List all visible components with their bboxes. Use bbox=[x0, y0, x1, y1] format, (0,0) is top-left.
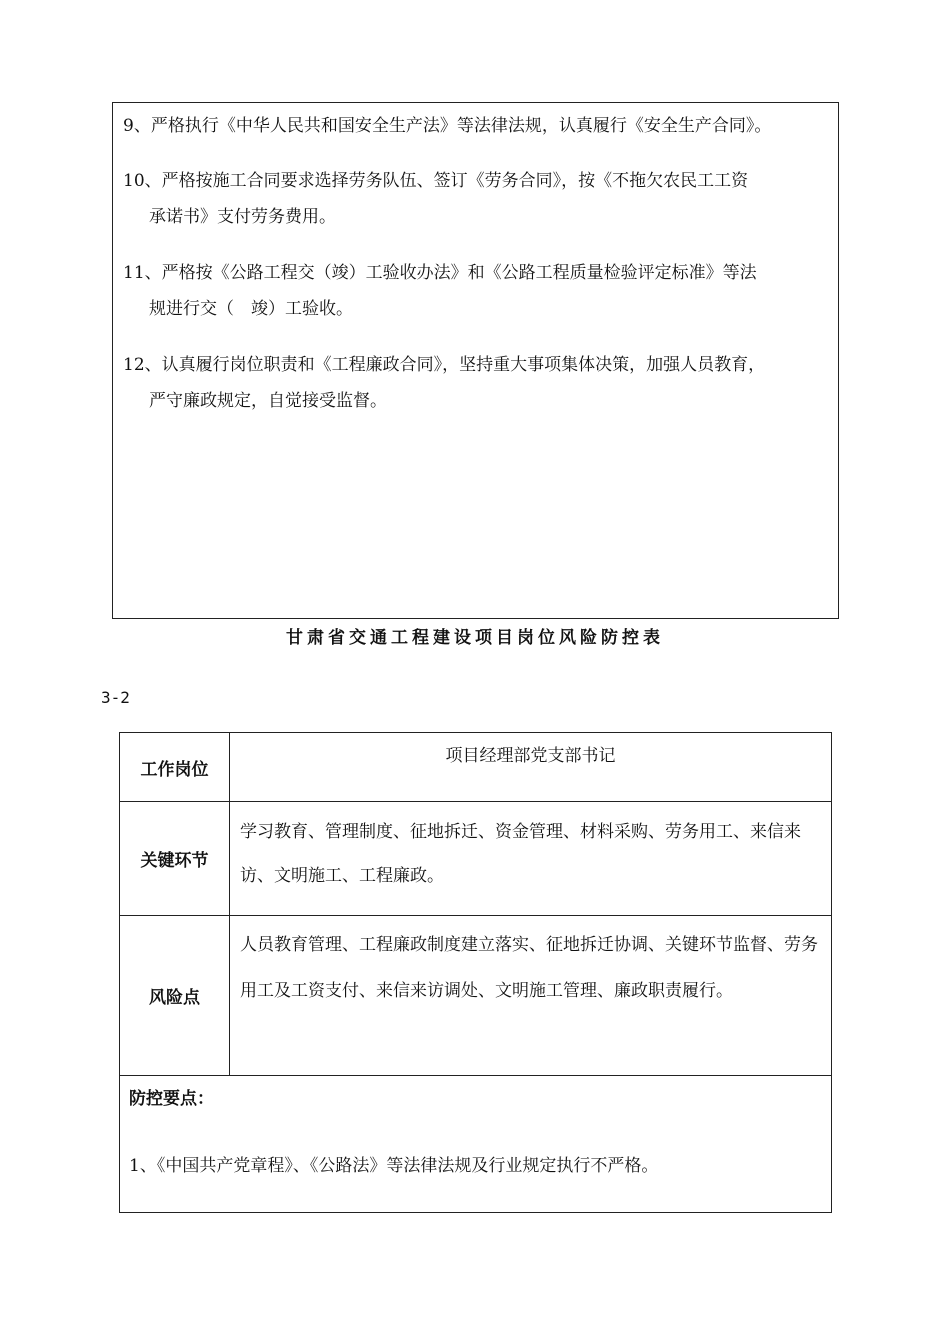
row-value: 项目经理部党支部书记 bbox=[445, 746, 616, 766]
duty-item-continuation: 规进行交（ 竣）工验收。 bbox=[149, 299, 353, 319]
duty-item-12 bbox=[123, 347, 830, 419]
duty-item-9 bbox=[123, 115, 830, 137]
duty-item-text: 9、严格执行《中华人民共和国安全生产法》等法律法规，认真履行《安全生产合同》。 bbox=[123, 116, 772, 136]
duty-item-text: 11、严格按《公路工程交（竣）工验收办法》和《公路工程质量检验评定标准》等法 bbox=[123, 263, 757, 283]
duties-box bbox=[112, 102, 839, 619]
row-label: 风险点 bbox=[120, 916, 230, 1075]
table-number: 3-2 bbox=[101, 688, 130, 707]
document-title: 甘肃省交通工程建设项目岗位风险防控表 bbox=[286, 628, 664, 648]
row-label: 关键环节 bbox=[120, 802, 230, 915]
duty-item-continuation: 严守廉政规定，自觉接受监督。 bbox=[149, 391, 387, 411]
duty-item-continuation: 承诺书》支付劳务费用。 bbox=[149, 207, 336, 227]
table-row-risk-points bbox=[120, 916, 831, 1076]
duty-item-11 bbox=[123, 255, 830, 327]
key-points-section bbox=[120, 1076, 831, 1212]
row-label: 工作岗位 bbox=[120, 733, 230, 801]
duty-item-10 bbox=[123, 163, 830, 235]
key-points-title: 防控要点： bbox=[129, 1089, 214, 1109]
risk-control-table bbox=[119, 732, 832, 1213]
table-row-position bbox=[120, 733, 831, 802]
duty-item-text: 12、认真履行岗位职责和《工程廉政合同》，坚持重大事项集体决策，加强人员教育， bbox=[123, 355, 766, 375]
key-point-item: 1、《中国共产党章程》、《公路法》等法律法规及行业规定执行不严格。 bbox=[129, 1156, 659, 1176]
table-row-key-links bbox=[120, 802, 831, 916]
row-value: 人员教育管理、工程廉政制度建立落实、征地拆迁协调、关键环节监督、劳务用工及工资支付、来信来访调处、文明施工管理、廉政职责履行。 bbox=[240, 935, 818, 1001]
row-value: 学习教育、管理制度、征地拆迁、资金管理、材料采购、劳务用工、来信来访、文明施工、工程廉政。 bbox=[240, 822, 801, 886]
duty-item-text: 10、严格按施工合同要求选择劳务队伍、签订《劳务合同》，按《不拖欠农民工工资 bbox=[123, 171, 749, 191]
